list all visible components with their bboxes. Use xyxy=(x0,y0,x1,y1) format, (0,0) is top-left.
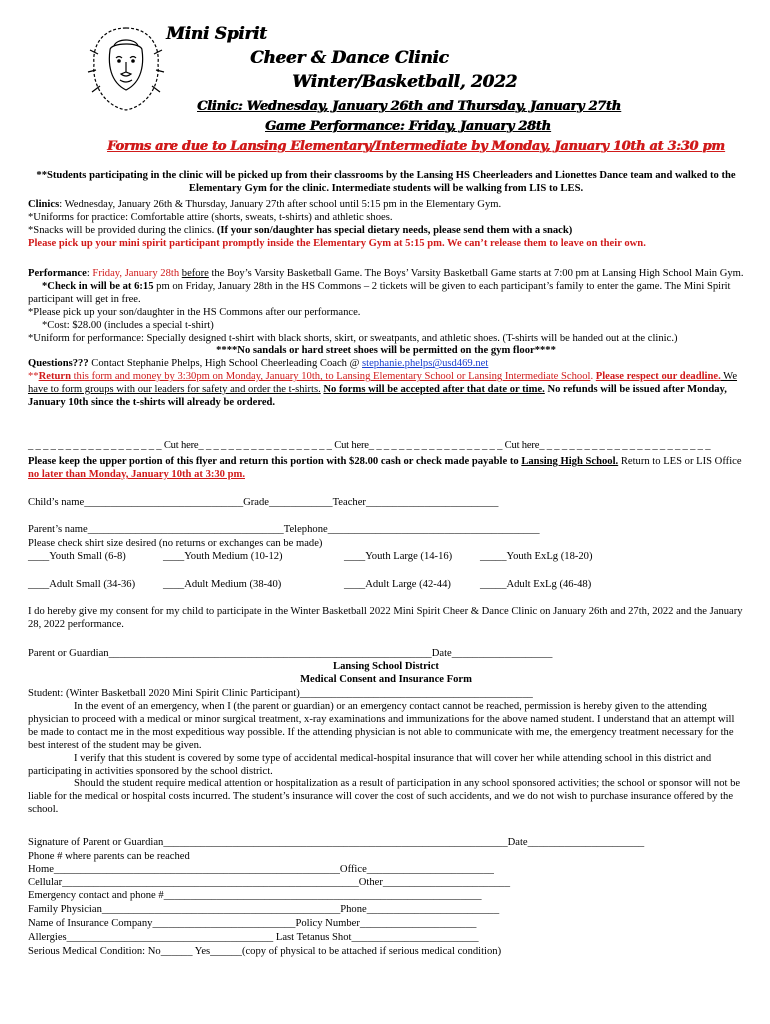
student-label: Student: (Winter Basketball 2020 Mini Spirit Clinic Participant) xyxy=(28,688,300,699)
parent-name-field[interactable]: _____________________________________ xyxy=(87,524,284,535)
return-deadline-text: this form and money by 3:30pm on Monday, January 10th, to Lansing Elementary School or Lansing Intermediate School xyxy=(70,371,591,383)
performance-cost: *Cost: $28.00 (includes a special t-shirt) xyxy=(42,319,214,331)
payee-name: Lansing High School. xyxy=(521,456,619,467)
return-stars: ** xyxy=(28,371,39,383)
cellular-other-row xyxy=(28,877,510,888)
return-word: Return xyxy=(38,371,71,383)
parent-guardian-row xyxy=(28,648,552,659)
clinics-label: Clinics xyxy=(28,199,60,210)
medical-form-title: Medical Consent and Insurance Form xyxy=(300,674,472,685)
allergies-row xyxy=(28,932,479,943)
teacher-label: Teacher xyxy=(332,497,366,508)
grade-label: Grade xyxy=(243,497,269,508)
policy-number-field[interactable]: ______________________ xyxy=(359,918,477,929)
signature-date-field[interactable]: ______________________ xyxy=(527,837,645,848)
office-label: Office xyxy=(339,864,367,875)
serious-yes-field[interactable]: ______ xyxy=(210,946,242,957)
cellular-field[interactable]: ________________________________________________________ xyxy=(62,877,359,888)
district-name: Lansing School District xyxy=(333,661,439,672)
clinic-dates: Clinic: Wednesday, January 26th and Thursday, January 27th xyxy=(197,99,621,114)
insurance-row xyxy=(28,918,476,929)
insurance-verify-paragraph: I verify that this student is covered by some type of accidental medical-hospital insurance that will cover her while attending school in this district and participating in activities sponsored by the school district. xyxy=(28,752,712,777)
game-performance-date: Game Performance: Friday, January 28th xyxy=(265,119,551,134)
grade-field[interactable]: ____________ xyxy=(269,497,333,508)
questions-text: Contact Stephanie Phelps, High School Cheerleading Coach @ xyxy=(88,358,363,370)
consent-date-field[interactable]: ___________________ xyxy=(451,648,553,659)
forms-due-notice: Forms are due to Lansing Elementary/Intermediate by Monday, January 10th at 3:30 pm xyxy=(107,139,725,154)
office-phone-field[interactable]: ________________________ xyxy=(366,864,494,875)
tetanus-label: Last Tetanus Shot xyxy=(273,932,352,943)
title-winter-basketball: Winter/Basketball, 2022 xyxy=(292,72,517,92)
performance-date: Friday, January 28th xyxy=(92,268,182,279)
uniforms-practice: *Uniforms for practice: Comfortable attire (shorts, sweats, t-shirts) and athletic shoes. xyxy=(28,211,393,223)
serious-yes-label: Yes xyxy=(192,946,211,957)
groups-note: We have to form groups with our leaders for safety and order the t-shirts. xyxy=(28,371,738,396)
adult-size-row xyxy=(28,579,744,593)
insurance-company-label: Name of Insurance Company xyxy=(28,918,153,929)
parent-guardian-label: Parent or Guardian xyxy=(28,648,109,659)
medical-consent-text xyxy=(28,701,744,817)
child-info-row xyxy=(28,497,498,508)
performance-section xyxy=(28,268,744,410)
clinic-pickup-notice: Please pick up your mini spirit participant promptly inside the Elementary Gym at 5:15 pm. We can’t release them to leave on their own. xyxy=(28,237,646,249)
phone-reached-label: Phone # where parents can be reached xyxy=(28,851,190,862)
keep-instructions: Please keep the upper portion of this flyer and return this portion with $28.00 cash or check made payable to xyxy=(28,456,522,467)
physician-phone-label: Phone xyxy=(340,904,367,915)
tetanus-field[interactable]: ________________________ xyxy=(351,932,479,943)
parent-info-row xyxy=(28,524,540,535)
adult-small-option[interactable]: ____Adult Small (34-36) xyxy=(28,579,136,590)
questions-label: Questions??? xyxy=(28,358,89,370)
intro-paragraph: **Students participating in the clinic will be picked up from their classrooms by the Lansing HS Cheerleaders and Lionettes Dance team and walked to the Elementary Gym for the clinic. Intermediate students will be walking from LIS to LES. xyxy=(36,170,736,194)
policy-number-label: Policy Number xyxy=(295,918,360,929)
youth-large-option[interactable]: ____Youth Large (14-16) xyxy=(344,551,453,562)
checkin-text: pm on Friday, January 28th in the HS Commons – 2 tickets will be given to each participant’s family to enter the game. The Mini Spirit participant will get in free. xyxy=(28,280,731,305)
physician-row xyxy=(28,904,499,915)
serious-no-field[interactable]: ______ xyxy=(160,946,193,957)
return-period: . xyxy=(590,371,596,383)
cut-here-line: _ _ _ _ _ _ _ _ _ _ _ _ _ _ _ _ _ _ Cut here_ _ _ _ _ _ _ _ _ _ _ _ _ _ _ _ _ _ Cut here_ _ _ _ _ _ _ _ _ _ _ _ _ _ _ _ _ _ Cut here_ _ _ _ _ _ _ _ _ _ _ _ _ _ _ _ _ _ _ _ _ _ _ xyxy=(28,440,711,451)
adult-medium-option[interactable]: ____Adult Medium (38-40) xyxy=(163,579,282,590)
family-physician-label: Family Physician xyxy=(28,904,102,915)
home-phone-field[interactable]: ______________________________________________________ xyxy=(53,864,340,875)
youth-size-row xyxy=(28,551,744,565)
signature-date-label: Date xyxy=(507,837,528,848)
snacks-dietary-note: (If your son/daughter has special dietary needs, please send them with a snack) xyxy=(216,224,573,236)
title-mini-spirit: Mini Spirit xyxy=(166,24,267,44)
student-row xyxy=(28,688,533,699)
other-label: Other xyxy=(358,877,383,888)
youth-small-option[interactable]: ____Youth Small (6-8) xyxy=(28,551,126,562)
performance-label: Performance xyxy=(28,268,87,279)
consent-date-label: Date xyxy=(431,648,452,659)
adult-large-option[interactable]: ____Adult Large (42-44) xyxy=(344,579,451,590)
return-office: Return to LES or LIS Office xyxy=(618,456,742,467)
insurance-company-field[interactable]: ___________________________ xyxy=(152,918,296,929)
performance-text: the Boy’s Varsity Basketball Game. The Boys’ Varsity Basketball Game starts at 7:00 pm at Lansing High School Main Gym. xyxy=(208,268,744,279)
no-sandals-notice: ****No sandals or hard street shoes will be permitted on the gym floor**** xyxy=(216,345,556,357)
emergency-contact-field[interactable]: ____________________________________________________________ xyxy=(163,890,482,901)
title-cheer-dance-clinic: Cheer & Dance Clinic xyxy=(250,48,449,68)
parent-name-label: Parent’s name xyxy=(28,524,88,535)
snacks-text: *Snacks will be provided during the clinics. xyxy=(28,224,217,236)
keep-upper-portion xyxy=(28,456,744,482)
lion-logo-icon xyxy=(86,24,166,114)
adult-exlg-option[interactable]: _____Adult ExLg (46-48) xyxy=(480,579,592,590)
telephone-field[interactable]: ________________________________________ xyxy=(327,524,540,535)
allergies-label: Allergies xyxy=(28,932,67,943)
return-deadline: no later than Monday, January 10th at 3:30 pm. xyxy=(28,468,245,480)
parent-guardian-field[interactable]: _____________________________________________________________ xyxy=(108,648,432,659)
no-forms-accepted: No forms will be accepted after that date or time. xyxy=(323,384,545,396)
student-field[interactable]: ____________________________________________ xyxy=(299,688,533,699)
serious-condition-label: Serious Medical Condition: No xyxy=(28,946,161,957)
no-refunds-note: No refunds will be issued after Monday, January 10th since the t-shirts will already be ordered. xyxy=(28,384,727,409)
allergies-field[interactable]: _______________________________________ xyxy=(66,932,274,943)
liability-paragraph: Should the student require medical attention or hospitalization as a result of participation in any school sponsored activities; the school or sponsor will not be liable for the medical or hospital costs incurred. The student’s insurance will cover the cost of such accidents, and we do not wish to purchase insurance offered by the school. xyxy=(28,778,741,816)
emergency-paragraph: In the event of an emergency, when I (the parent or guardian) or an emergency contact cannot be reached, permission is hereby given to the attending physician to proceed with a medical or minor surgical treatment, x-ray examinations and immunizations for the above named student. I understand that an attempt will be made to contact me in the most expeditious way possible. If the attending physician is not able to communicate with me, the emergency treatment necessary for the best interest of the student may be given. xyxy=(28,701,735,751)
signature-field[interactable]: _________________________________________________________________ xyxy=(163,837,508,848)
child-name-field[interactable]: ______________________________ xyxy=(84,497,244,508)
shirt-size-instructions: Please check shirt size desired (no returns or exchanges can be made) xyxy=(28,538,323,549)
child-name-label: Child’s name xyxy=(28,497,85,508)
signature-row xyxy=(28,837,644,848)
consent-statement: I do hereby give my consent for my child to participate in the Winter Basketball 2022 Mini Spirit Cheer & Dance Clinic on January 26th and 27th, 2022 and the January 28, 2022 performance. xyxy=(28,606,743,630)
performance-pickup: *Please pick up your son/daughter in the HS Commons after our performance. xyxy=(28,306,361,318)
performance-colon: : xyxy=(86,268,93,279)
youth-medium-option[interactable]: ____Youth Medium (10-12) xyxy=(163,551,283,562)
checkin-time: *Check in will be at 6:15 xyxy=(42,280,154,292)
physician-phone-field[interactable]: _________________________ xyxy=(366,904,500,915)
clinics-section xyxy=(28,199,744,251)
performance-before: before xyxy=(181,268,209,279)
other-phone-field[interactable]: ________________________ xyxy=(382,877,510,888)
emergency-contact-label: Emergency contact and phone # xyxy=(28,890,164,901)
signature-label: Signature of Parent or Guardian xyxy=(28,837,164,848)
emergency-contact-row xyxy=(28,890,482,901)
performance-uniform: *Uniform for performance: Specially designed t-shirt with black shorts, skirt, or sweatpants, and athletic shoes. (T-shirts will be handed out at the clinic.) xyxy=(28,332,678,344)
home-label: Home xyxy=(28,864,54,875)
family-physician-field[interactable]: _____________________________________________ xyxy=(101,904,341,915)
youth-exlg-option[interactable]: _____Youth ExLg (18-20) xyxy=(480,551,593,562)
coach-email-link[interactable]: stephanie.phelps@usd469.net xyxy=(362,358,489,370)
telephone-label: Telephone xyxy=(283,524,328,535)
serious-condition-row xyxy=(28,946,501,957)
clinics-text: : Wednesday, January 26th & Thursday, January 27th after school until 5:15 pm in the Elementary Gym. xyxy=(59,199,502,210)
respect-deadline: Please respect our deadline. xyxy=(595,371,721,383)
home-office-row xyxy=(28,864,494,875)
physical-copy-note: (copy of physical to be attached if serious medical condition) xyxy=(241,946,502,957)
teacher-field[interactable]: _________________________ xyxy=(365,497,499,508)
cellular-label: Cellular xyxy=(28,877,63,888)
